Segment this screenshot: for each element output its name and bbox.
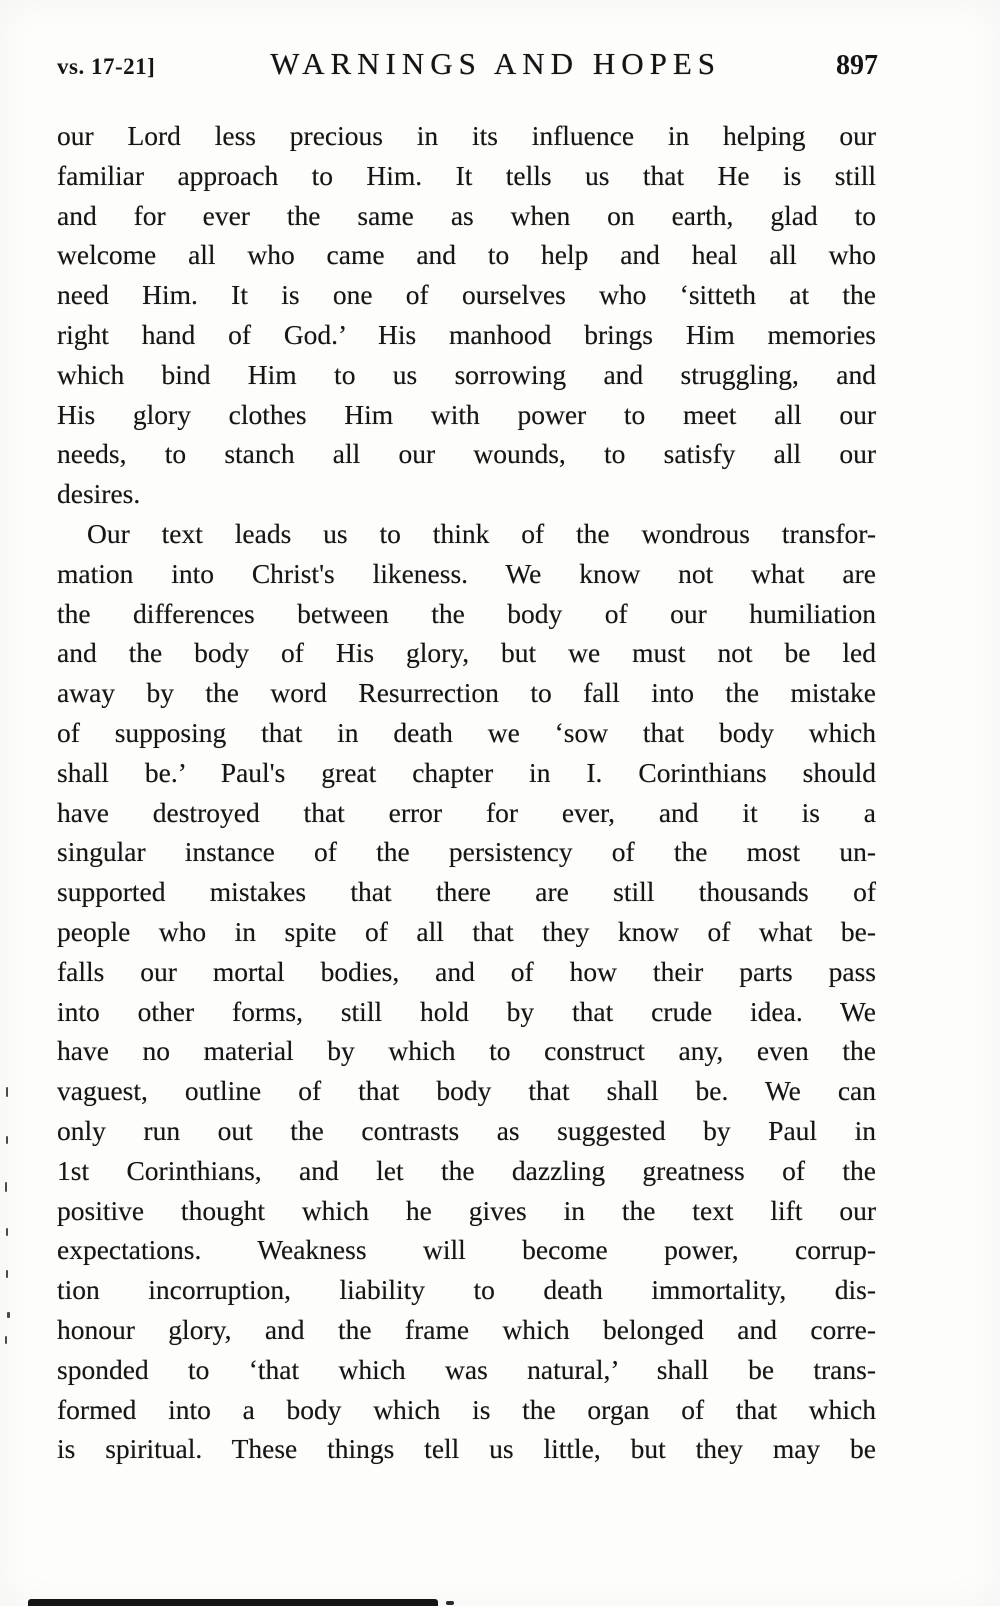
text-line: the differences between the body of our humiliation: [57, 597, 876, 629]
text-line: 1st Corinthians, and let the dazzling greatness of the: [57, 1154, 876, 1186]
text-line: away by the word Resurrection to fall into the mistake: [57, 677, 876, 709]
text-line: familiar approach to Him. It tells us that He is still: [57, 159, 876, 191]
scan-speck: [6, 1136, 8, 1144]
page-body-text: [57, 116, 876, 1469]
text-line: is spiritual. These things tell us little, but they may be: [57, 1433, 876, 1465]
chapter-title: WARNINGS AND HOPES: [270, 46, 722, 81]
text-line: tion incorruption, liability to death immortality, dis-: [57, 1274, 876, 1306]
text-line: mation into Christ's likeness. We know not what are: [57, 557, 876, 589]
text-line: sponded to ‘that which was natural,’ shall be trans-: [57, 1353, 876, 1385]
text-line: right hand of God.’ His manhood brings Him memories: [57, 318, 876, 350]
running-header: [57, 46, 878, 82]
text-line: shall be.’ Paul's great chapter in I. Corinthians should: [57, 756, 876, 788]
page-number: 897: [836, 50, 878, 81]
text-line: needs, to stanch all our wounds, to satisfy all our: [57, 438, 876, 470]
text-line: formed into a body which is the organ of that which: [57, 1393, 876, 1425]
text-line: singular instance of the persistency of the most un-: [57, 836, 876, 868]
scan-speck: [6, 1087, 8, 1097]
scan-speck: [5, 1336, 7, 1344]
text-line: only run out the contrasts as suggested by Paul in: [57, 1114, 876, 1146]
text-line: need Him. It is one of ourselves who ‘sitteth at the: [57, 279, 876, 311]
scan-speck: [6, 1228, 8, 1236]
text-line: honour glory, and the frame which belonged and corre-: [57, 1313, 876, 1345]
scan-speck: [7, 1312, 10, 1318]
text-line: positive thought which he gives in the text lift our: [57, 1194, 876, 1226]
text-line: Our text leads us to think of the wondrous transfor-: [87, 517, 876, 549]
text-line: supported mistakes that there are still thousands of: [57, 876, 876, 908]
verse-reference: vs. 17-21]: [57, 54, 156, 79]
scan-edge-artifact: [28, 1599, 438, 1606]
text-line: people who in spite of all that they know of what be-: [57, 915, 876, 947]
text-line: have destroyed that error for ever, and it is a: [57, 796, 876, 828]
text-line: of supposing that in death we ‘sow that body which: [57, 716, 876, 748]
text-line: and for ever the same as when on earth, glad to: [57, 199, 876, 231]
text-line: have no material by which to construct any, even the: [57, 1035, 876, 1067]
text-line: welcome all who came and to help and heal all who: [57, 239, 876, 271]
text-line: desires.: [57, 478, 141, 510]
scan-speck: [6, 1270, 8, 1278]
scan-speck: [446, 1601, 454, 1605]
text-line: into other forms, still hold by that crude idea. We: [57, 995, 876, 1027]
text-line: falls our mortal bodies, and of how their parts pass: [57, 955, 876, 987]
text-line: expectations. Weakness will become power, corrup-: [57, 1234, 876, 1266]
scan-speck: [5, 1182, 7, 1192]
text-line: which bind Him to us sorrowing and struggling, and: [57, 358, 876, 390]
text-line: our Lord less precious in its influence in helping our: [57, 120, 876, 151]
text-line: vaguest, outline of that body that shall be. We can: [57, 1075, 876, 1107]
text-line: His glory clothes Him with power to meet all our: [57, 398, 876, 430]
text-line: and the body of His glory, but we must not be led: [57, 637, 876, 669]
